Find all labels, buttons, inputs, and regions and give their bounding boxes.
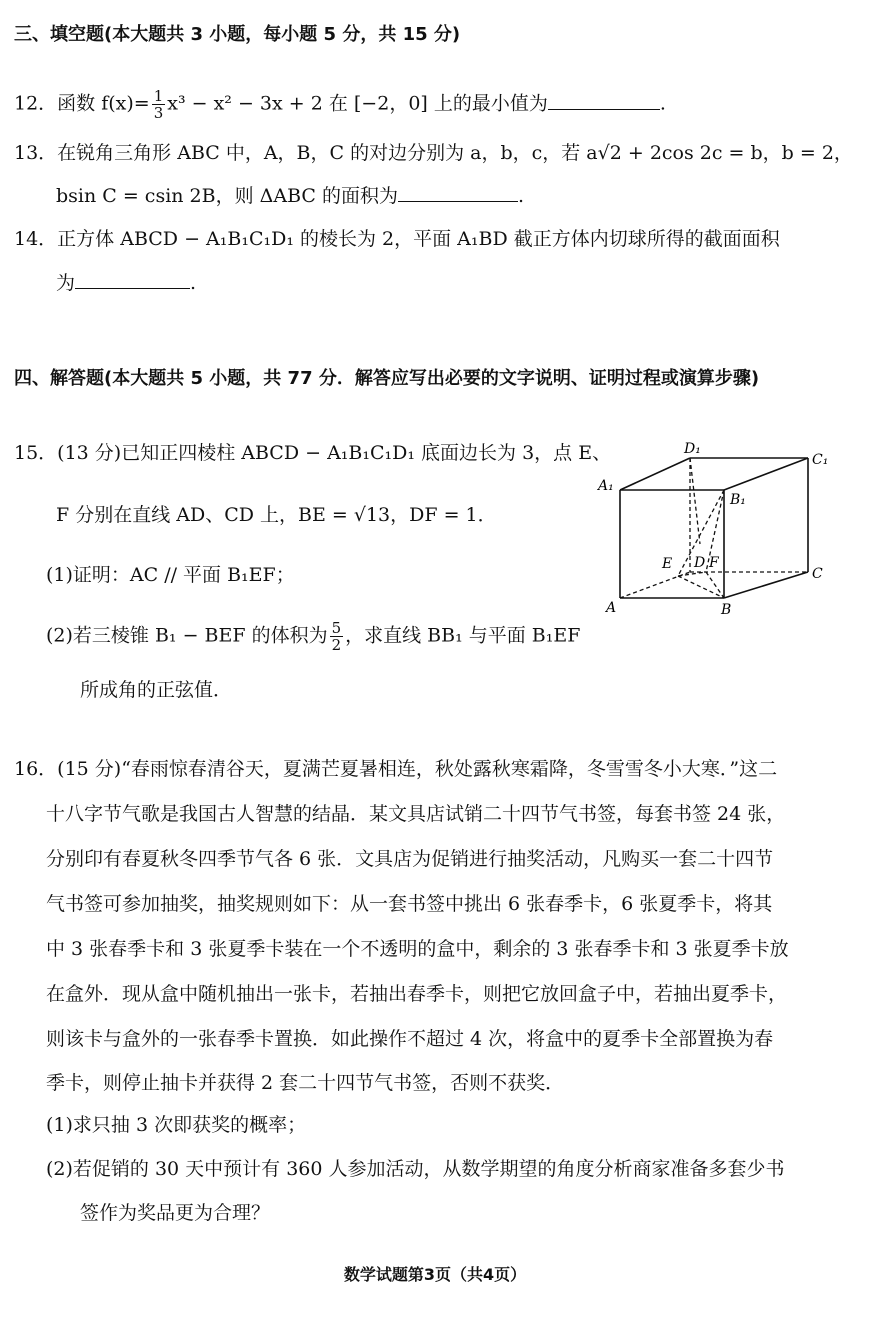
label-e: E — [662, 556, 673, 572]
q15-frac-num: 5 — [331, 619, 342, 637]
question-16-line: 在盒外．现从盒中随机抽出一张卡，若抽出春季卡，则把它放回盒子中，若抽出夏季卡， — [46, 983, 788, 1005]
segment-e-b — [678, 576, 724, 598]
edge-b-c — [724, 572, 808, 598]
q12-frac-den: 3 — [153, 104, 164, 122]
question-16-line: 气书签可参加抽奖，抽奖规则如下：从一套书签中挑出 6 张春季卡，6 张夏季卡，将其 — [46, 893, 773, 915]
question-13-line1: 13．在锐角三角形 ABC 中，A，B，C 的对边分别为 a，b，c，若 a√2 + 2cos 2c = b，b = 2， — [14, 142, 853, 164]
label-d1: D₁ — [684, 441, 701, 457]
q12-text-b: x³ − x² − 3x + 2 在 [−2，0] 上的最小值为 — [167, 92, 548, 115]
q12-frac-num: 1 — [153, 87, 164, 105]
q12-fraction — [152, 88, 166, 121]
question-14-line2 — [56, 270, 196, 296]
segment-d1-inner — [690, 458, 700, 544]
label-a: A — [606, 600, 617, 616]
label-d: D — [694, 555, 706, 571]
q15-frac-den: 2 — [331, 636, 342, 654]
question-16-line: 分别印有春夏秋冬四季节气各 6 张．文具店为促销进行抽奖活动，凡购买一套二十四节 — [46, 848, 774, 870]
q13-text: bsin C = csin 2B，则 ΔABC 的面积为 — [56, 185, 398, 207]
question-16-part2-cont: 签作为奖品更为合理？ — [80, 1202, 271, 1224]
label-c1: C₁ — [812, 452, 829, 468]
q15-part2-a: (2)若三棱锥 B₁ − BEF 的体积为 — [46, 624, 328, 647]
edge-a1-d1 — [620, 458, 690, 490]
question-15-part2 — [46, 620, 580, 653]
q14-answer-blank — [75, 270, 190, 289]
q12-text-a: 12．函数 f(x)= — [14, 92, 150, 115]
question-12 — [14, 88, 666, 121]
label-b1: B₁ — [730, 492, 746, 508]
edge-b1-c1 — [724, 458, 808, 490]
q15-part2-b: ，求直线 BB₁ 与平面 B₁EF — [345, 624, 581, 647]
question-16-line: 则该卡与盒外的一张春季卡置换．如此操作不超过 4 次，将盒中的夏季卡全部置换为春 — [46, 1028, 774, 1050]
page-footer: 数学试题第3页（共4页） — [343, 1265, 527, 1284]
q14-text: 为 — [56, 272, 76, 294]
question-16-line: 季卡，则停止抽卡并获得 2 套二十四节气书签，否则不获奖． — [46, 1072, 565, 1094]
question-14-line1: 14．正方体 ABCD − A₁B₁C₁D₁ 的棱长为 2，平面 A₁BD 截正方体内切球所得的截面面积 — [14, 228, 780, 250]
question-16-line: 16．(15 分)“春雨惊春清谷天，夏满芒夏暑相连，秋处露秋寒霜降，冬雪雪冬小大寒．”这二 — [14, 758, 778, 780]
question-15-part2-cont: 所成角的正弦值． — [80, 679, 233, 701]
q12-end: . — [659, 92, 666, 115]
question-16-part1: (1)求只抽 3 次即获奖的概率； — [46, 1114, 307, 1136]
q13-answer-blank — [398, 183, 518, 202]
q13-end: . — [517, 185, 525, 207]
label-c: C — [812, 566, 823, 582]
question-13-line2 — [56, 183, 524, 209]
label-f: F — [709, 555, 719, 571]
question-16-line: 十八字节气歌是我国古人智慧的结晶．某文具店试销二十四节气书签，每套书签 24 张， — [46, 803, 786, 825]
label-b: B — [721, 602, 732, 618]
question-15-line2: F 分别在直线 AD、CD 上，BE = √13，DF = 1． — [56, 504, 497, 526]
q15-fraction — [330, 620, 344, 653]
section3-heading: 三、填空题(本大题共 3 小题，每小题 5 分，共 15 分) — [14, 24, 461, 45]
question-15-line1: 15．(13 分)已知正四棱柱 ABCD − A₁B₁C₁D₁ 底面边长为 3，点 E、 — [14, 442, 612, 464]
q14-end: . — [190, 272, 197, 294]
question-15-part1: (1)证明：AC // 平面 B₁EF； — [46, 564, 295, 586]
question-16-part2: (2)若促销的 30 天中预计有 360 人参加活动，从数学期望的角度分析商家准备多套少书 — [46, 1158, 785, 1180]
question-16-line: 中 3 张春季卡和 3 张夏季卡装在一个不透明的盒中，剩余的 3 张春季卡和 3 张夏季卡放 — [46, 938, 789, 960]
q12-answer-blank — [548, 91, 660, 110]
section4-heading: 四、解答题(本大题共 5 小题，共 77 分．解答应写出必要的文字说明、证明过程或演算步骤) — [14, 368, 760, 389]
label-a1: A₁ — [598, 478, 614, 494]
prism-figure — [590, 440, 840, 625]
segment-f-b — [706, 572, 724, 598]
